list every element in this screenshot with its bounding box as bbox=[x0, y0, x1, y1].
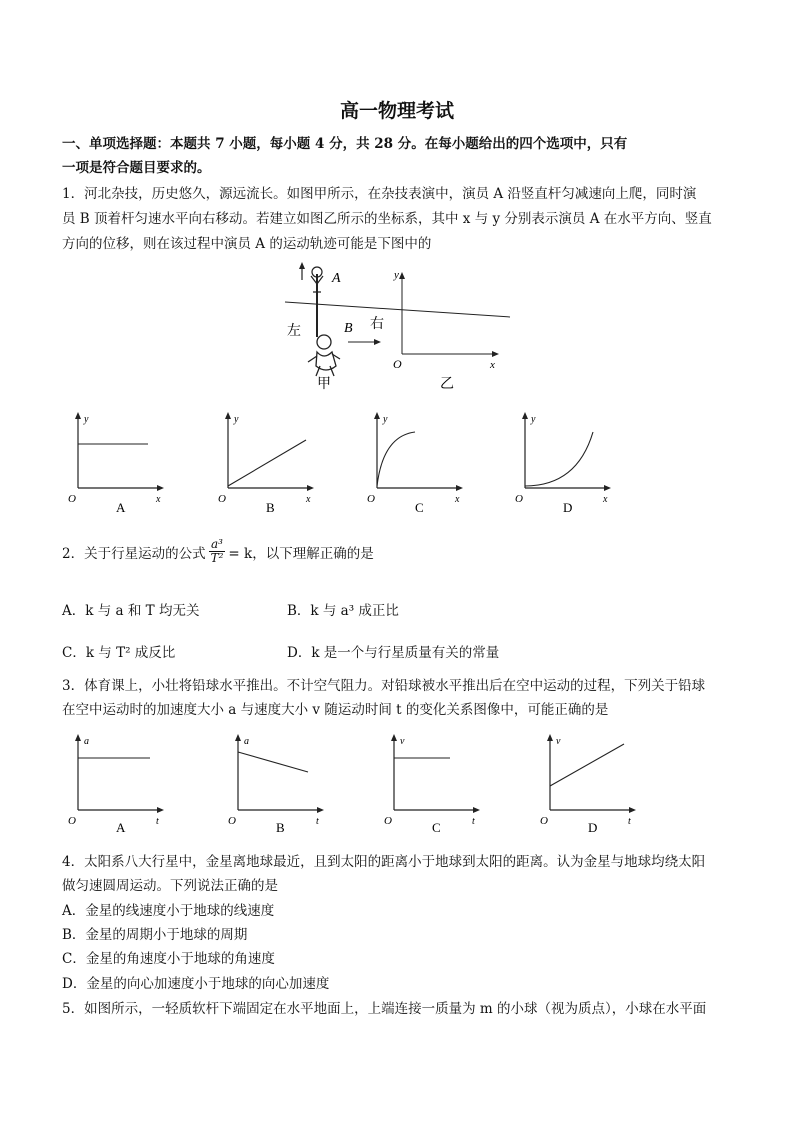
q4-line1: 4．太阳系八大行星中，金星离地球最近，且到太阳的距离小于地球到太阳的距离。认为金星与地球均绕太阳 bbox=[62, 854, 706, 870]
q4-option-c: C．金星的角速度小于地球的角速度 bbox=[62, 951, 275, 967]
label-left: 左 bbox=[287, 324, 301, 339]
q1-option-d-x-arrow bbox=[604, 485, 611, 491]
q5-line1: 5．如图所示，一轻质软杆下端固定在水平地面上，上端连接一质量为 m 的小球（视为质点），小球在水平面 bbox=[62, 1001, 707, 1017]
q3-option-c-y-label: v bbox=[400, 736, 405, 747]
q3-line2: 在空中运动时的加速度大小 a 与速度大小 v 随运动时间 t 的变化关系图像中，可能正确的是 bbox=[62, 702, 609, 718]
q3-option-b-y-label: a bbox=[244, 736, 249, 747]
q2-stem bbox=[62, 538, 374, 565]
axis-x-label: x bbox=[490, 359, 495, 371]
label-performer-a: A bbox=[332, 271, 341, 286]
q3-option-c-letter: C bbox=[432, 820, 441, 835]
q3-option-b-x-arrow bbox=[317, 807, 324, 813]
q1-option-a-y-label: y bbox=[84, 414, 89, 425]
q3-option-c-graph bbox=[384, 732, 484, 844]
q4-line2: 做匀速圆周运动。下列说法正确的是 bbox=[62, 878, 278, 894]
label-right: 右 bbox=[370, 317, 384, 332]
section1-heading-line2: 一项是符合题目要求的。 bbox=[62, 160, 211, 176]
q1-option-c-x-arrow bbox=[456, 485, 463, 491]
q3-option-b-graph bbox=[228, 732, 328, 844]
q3-option-b-curve bbox=[238, 752, 308, 772]
q1-line1: 1．河北杂技，历史悠久，源远流长。如图甲所示，在杂技表演中，演员 A 沿竖直杆匀减速向上爬，同时演 bbox=[62, 186, 697, 202]
q1-option-d-curve bbox=[525, 432, 593, 486]
q3-option-d-y-label: v bbox=[556, 736, 561, 747]
q1-option-c-graph bbox=[367, 410, 467, 522]
q3-option-a-origin: O bbox=[68, 815, 76, 827]
q2-formula-denominator: T² bbox=[210, 551, 224, 565]
q1-option-b-y-arrow bbox=[225, 412, 231, 419]
label-performer-b: B bbox=[344, 321, 353, 336]
q1-option-d-x-label: x bbox=[603, 494, 608, 505]
q4-option-b: B．金星的周期小于地球的周期 bbox=[62, 927, 248, 943]
q1-line3: 方向的位移，则在该过程中演员 A 的运动轨迹可能是下图中的 bbox=[62, 236, 432, 252]
q1-option-c-y-arrow bbox=[374, 412, 380, 419]
q3-option-a-graph bbox=[68, 732, 168, 844]
q1-option-c-origin: O bbox=[367, 493, 375, 505]
q3-option-a-y-arrow bbox=[75, 734, 81, 741]
q3-option-d-curve bbox=[550, 744, 624, 786]
q1-option-b-x-arrow bbox=[307, 485, 314, 491]
q1-line2: 员 B 顶着杆匀速水平向右移动。若建立如图乙所示的坐标系，其中 x 与 y 分别表示演员 A 在水平方向、竖直 bbox=[62, 211, 712, 227]
q2-option-a: A．k 与 a 和 T 均无关 bbox=[62, 603, 200, 619]
q1-figure-axes bbox=[392, 262, 507, 392]
q1-option-a-letter: A bbox=[116, 500, 126, 515]
q1-option-c-y-label: y bbox=[383, 414, 388, 425]
q2-option-d: D．k 是一个与行星质量有关的常量 bbox=[287, 645, 500, 661]
q3-option-d-x-label: t bbox=[628, 816, 631, 827]
q1-option-b-curve bbox=[228, 440, 306, 486]
q1-option-d-graph bbox=[515, 410, 615, 522]
q2-formula-numerator: a³ bbox=[209, 538, 226, 552]
q3-option-c-x-arrow bbox=[473, 807, 480, 813]
q1-option-d-letter: D bbox=[563, 500, 573, 515]
q1-option-c-curve bbox=[377, 432, 415, 486]
q3-option-d-letter: D bbox=[588, 820, 598, 835]
q1-option-b-x-label: x bbox=[306, 494, 311, 505]
q3-option-b-x-label: t bbox=[316, 816, 319, 827]
q3-option-c-x-label: t bbox=[472, 816, 475, 827]
q1-option-d-y-arrow bbox=[522, 412, 528, 419]
q3-option-a-letter: A bbox=[116, 820, 126, 835]
q1-option-c-letter: C bbox=[415, 500, 424, 515]
q2-stem-post: = k，以下理解正确的是 bbox=[228, 545, 374, 562]
q3-option-c-y-arrow bbox=[391, 734, 397, 741]
q3-option-d-y-arrow bbox=[547, 734, 553, 741]
q1-option-b-y-label: y bbox=[234, 414, 239, 425]
q3-line1: 3．体育课上，小壮将铅球水平推出。不计空气阻力。对铅球被水平推出后在空中运动的过程，下列关于铅球 bbox=[62, 678, 706, 694]
q1-option-d-y-label: y bbox=[531, 414, 536, 425]
q3-option-a-x-label: t bbox=[156, 816, 159, 827]
q3-option-a-x-arrow bbox=[157, 807, 164, 813]
page-title: 高一物理考试 bbox=[339, 100, 454, 122]
caption-jia: 甲 bbox=[317, 377, 331, 392]
q2-option-c: C．k 与 T² 成反比 bbox=[62, 645, 176, 661]
q1-option-a-y-arrow bbox=[75, 412, 81, 419]
q1-option-a-graph bbox=[68, 410, 168, 522]
q1-option-a-x-label: x bbox=[156, 494, 161, 505]
q3-option-b-origin: O bbox=[228, 815, 236, 827]
caption-yi: 乙 bbox=[440, 377, 454, 392]
axis-origin: O bbox=[393, 357, 402, 371]
q3-option-d-graph bbox=[540, 732, 640, 844]
axis-y-label: y bbox=[394, 269, 399, 281]
q3-option-d-origin: O bbox=[540, 815, 548, 827]
q1-option-b-graph bbox=[218, 410, 318, 522]
q2-option-b: B．k 与 a³ 成正比 bbox=[287, 603, 399, 619]
q3-option-c-origin: O bbox=[384, 815, 392, 827]
q1-option-b-origin: O bbox=[218, 493, 226, 505]
q1-option-b-letter: B bbox=[266, 500, 275, 515]
q2-stem-pre: 2．关于行星运动的公式 bbox=[62, 545, 206, 562]
q3-option-b-y-arrow bbox=[235, 734, 241, 741]
q3-option-b-letter: B bbox=[276, 820, 285, 835]
q1-option-d-origin: O bbox=[515, 493, 523, 505]
q3-option-a-y-label: a bbox=[84, 736, 89, 747]
q1-option-a-origin: O bbox=[68, 493, 76, 505]
q4-option-a: A．金星的线速度小于地球的线速度 bbox=[62, 903, 275, 919]
section1-heading-line1: 一、单项选择题：本题共 7 小题，每小题 4 分，共 28 分。在每小题给出的四个选项中，只有 bbox=[62, 136, 628, 152]
q4-option-d: D．金星的向心加速度小于地球的向心加速度 bbox=[62, 976, 330, 992]
q3-option-d-x-arrow bbox=[629, 807, 636, 813]
q2-formula bbox=[209, 538, 226, 565]
q1-option-c-x-label: x bbox=[455, 494, 460, 505]
q1-option-a-x-arrow bbox=[157, 485, 164, 491]
